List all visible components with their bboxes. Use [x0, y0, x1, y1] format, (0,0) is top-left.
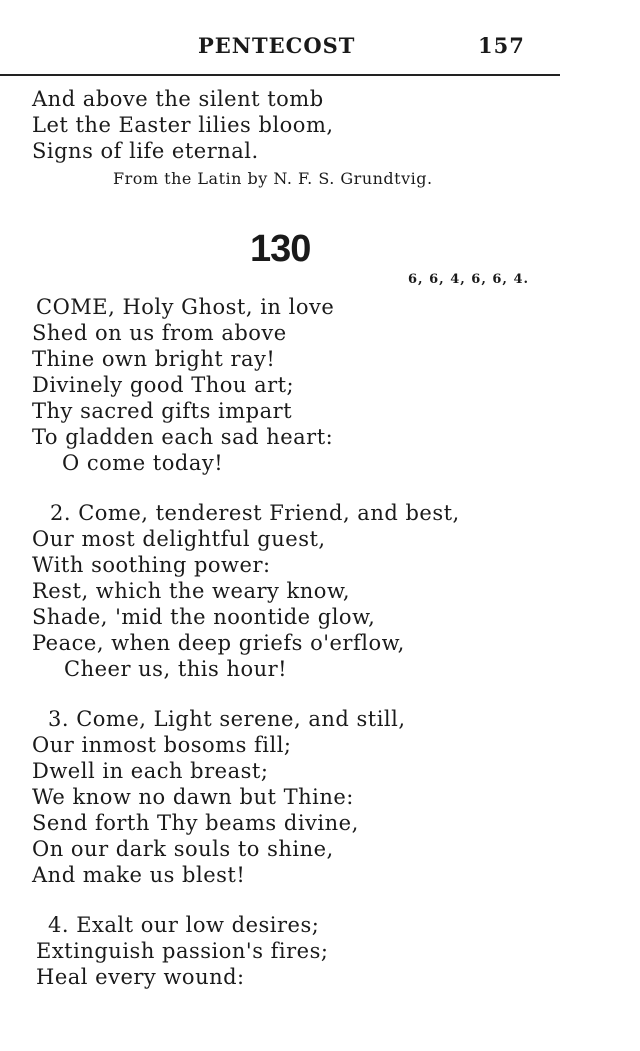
verse-line: Shade, 'mid the noontide glow,: [32, 605, 376, 629]
verse-line: 4. Exalt our low desires;: [48, 913, 320, 937]
translation-attribution: From the Latin by N. F. S. Grundtvig.: [113, 169, 433, 188]
verse-line: Cheer us, this hour!: [64, 657, 288, 681]
verse-line: We know no dawn but Thine:: [32, 785, 354, 809]
verse-line: Send forth Thy beams divine,: [32, 811, 359, 835]
verse-line: Shed on us from above: [32, 321, 287, 345]
verse-line: And make us blest!: [32, 863, 246, 887]
hymn-meter: 6, 6, 4, 6, 6, 4.: [408, 272, 530, 287]
verse-line: Our most delightful guest,: [32, 527, 326, 551]
verse-line: 2. Come, tenderest Friend, and best,: [50, 501, 460, 525]
running-title: PENTECOST: [198, 33, 356, 58]
page-number: 157: [478, 33, 525, 58]
verse-line: Heal every wound:: [36, 965, 245, 989]
verse-line: Our inmost bosoms fill;: [32, 733, 292, 757]
verse-line: Signs of life eternal.: [32, 139, 259, 163]
verse-line: Thine own bright ray!: [32, 347, 276, 371]
verse-line: Rest, which the weary know,: [32, 579, 351, 603]
verse-line: And above the silent tomb: [32, 87, 324, 111]
verse-line: Dwell in each breast;: [32, 759, 269, 783]
verse-line: To gladden each sad heart:: [32, 425, 334, 449]
hymn-number: 130: [250, 228, 311, 270]
verse-line: With soothing power:: [32, 553, 271, 577]
verse-line: Thy sacred gifts impart: [32, 399, 293, 423]
page-header: [0, 0, 560, 76]
verse-line: COME, Holy Ghost, in love: [36, 295, 335, 319]
verse-line: On our dark souls to shine,: [32, 837, 334, 861]
verse-line: O come today!: [62, 451, 224, 475]
verse-line: Let the Easter lilies bloom,: [32, 113, 334, 137]
verse-line: 3. Come, Light serene, and still,: [48, 707, 406, 731]
verse-line: Divinely good Thou art;: [32, 373, 295, 397]
verse-line: Peace, when deep griefs o'erflow,: [32, 631, 405, 655]
verse-line: Extinguish passion's fires;: [36, 939, 329, 963]
